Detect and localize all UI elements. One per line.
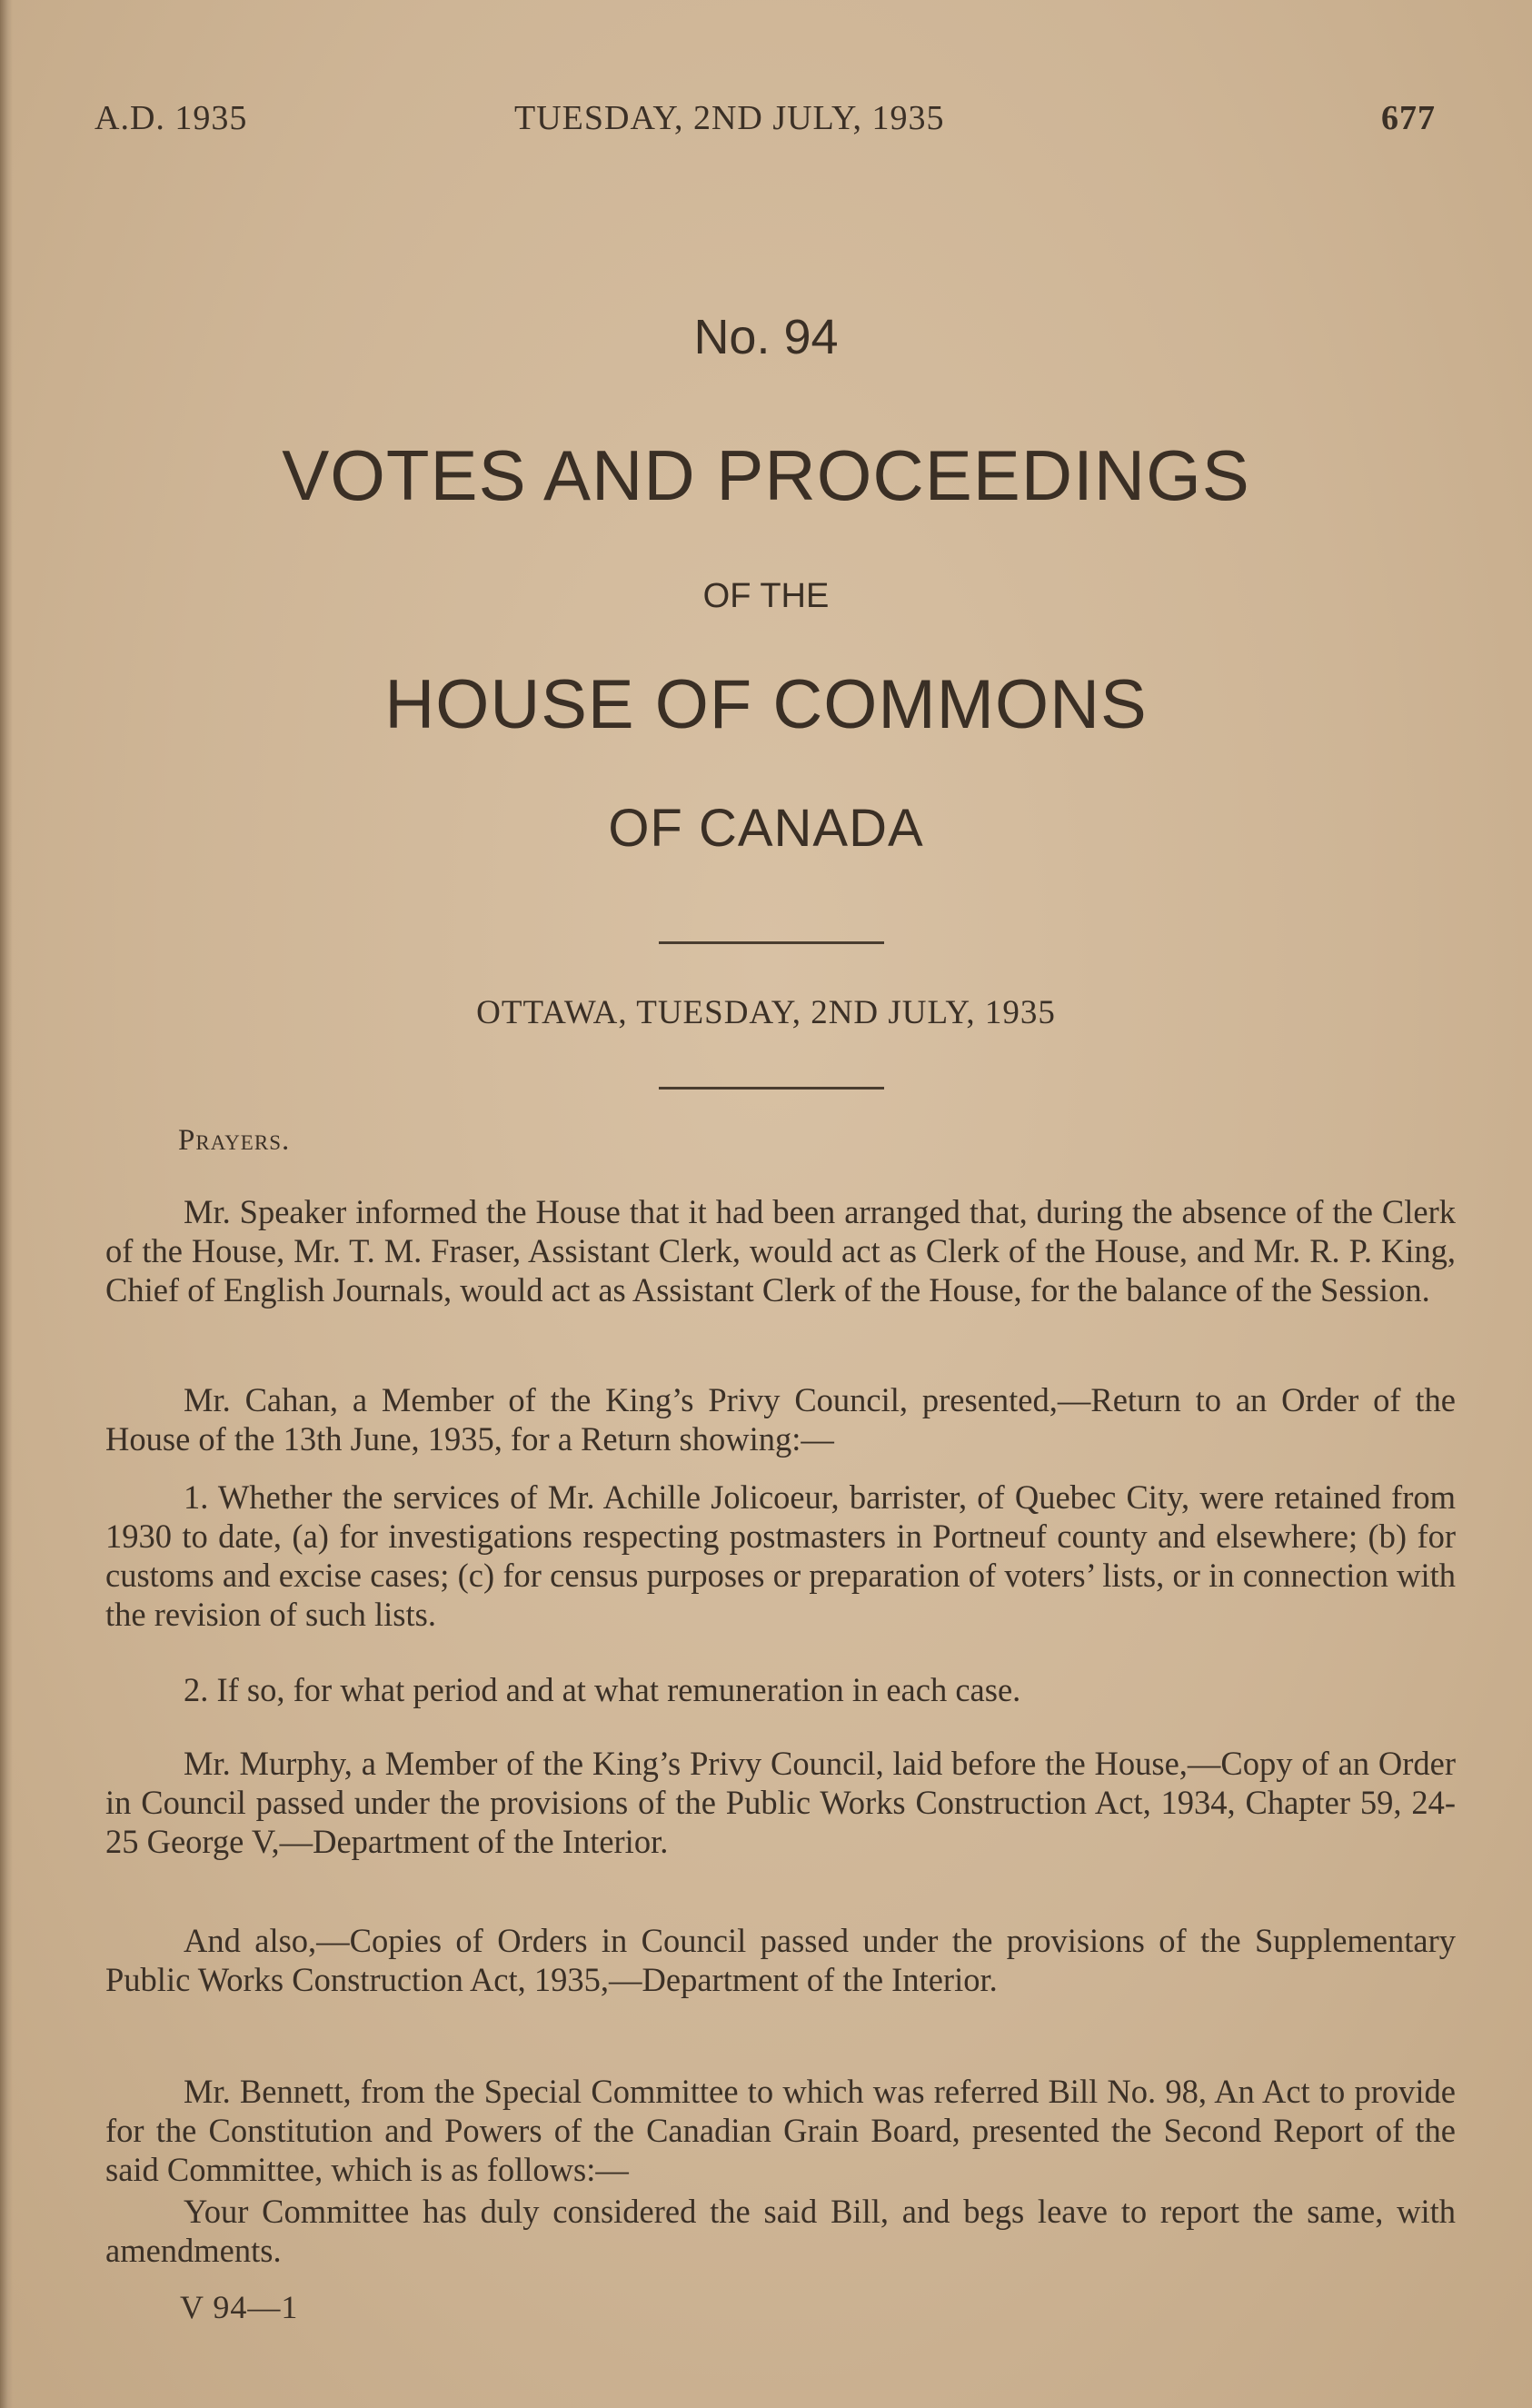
house-name: HOUSE OF COMMONS (384, 666, 1148, 743)
paragraph-committee-report (105, 2192, 1456, 2270)
paragraph-text: Mr. Speaker informed the House that it had been arranged that, during the absence of the Clerk of the House, Mr. T. M. Fraser, Assistant Clerk, would act as Clerk of the House, and Mr. R. P. King, Chief of English Journals, would act as Assistant Clerk of the House, for the balance of the Session. (105, 1193, 1456, 1308)
country-name: OF CANADA (608, 799, 924, 858)
document-title: VOTES AND PROCEEDINGS (282, 435, 1250, 515)
printer-signature: V 94—1 (180, 2289, 299, 2325)
paragraph-text: 2. If so, for what period and at what remuneration in each case. (184, 1671, 1021, 1708)
return-item-1 (105, 1478, 1456, 1634)
running-head-year: A.D. 1935 (95, 99, 248, 137)
return-item-2 (105, 1670, 1456, 1709)
paragraph-text: Mr. Murphy, a Member of the King’s Privy Council, laid before the House,—Copy of an Order in Council passed under the provisions of the Public Works Construction Act, 1934, Chapter 59, 24-25 George V,—Department of the Interior. (105, 1745, 1456, 1860)
divider-rule-bottom (659, 1087, 884, 1090)
paragraph-murphy (105, 1744, 1456, 1861)
page-number: 677 (1381, 99, 1436, 137)
paragraph-speaker (105, 1192, 1456, 1309)
paragraph-text: Your Committee has duly considered the said Bill, and begs leave to report the same, with amendments. (105, 2193, 1456, 2269)
paragraph-text: Mr. Bennett, from the Special Committee to which was referred Bill No. 98, An Act to provide for the Constitution and Powers of the Canadian Grain Board, presented the Second Report of the said Committee, which is as follows:— (105, 2073, 1456, 2188)
running-head-date: TUESDAY, 2ND JULY, 1935 (514, 99, 945, 137)
running-head (0, 98, 1532, 144)
paragraph-cahan (105, 1380, 1456, 1458)
issue-number: No. 94 (693, 310, 839, 364)
divider-rule-top (659, 941, 884, 944)
title-of-the: OF THE (702, 577, 830, 615)
paragraph-text: 1. Whether the services of Mr. Achille Jolicoeur, barrister, of Quebec City, were retained from 1930 to date, (a) for investigations respecting postmasters in Portneuf county and elsewhere; (b) for customs and excise cases; (c) for census purposes or preparation of voters’ lists, or in connection with the revision of such lists. (105, 1478, 1456, 1633)
paragraph-text: And also,—Copies of Orders in Council passed under the provisions of the Supplementary Public Works Construction Act, 1935,—Department of the Interior. (105, 1922, 1456, 1998)
paragraph-and-also (105, 1921, 1456, 1999)
prayers-heading: Prayers. (178, 1124, 291, 1157)
paragraph-bennett (105, 2072, 1456, 2189)
dateline: OTTAWA, TUESDAY, 2ND JULY, 1935 (476, 994, 1056, 1031)
paragraph-text: Mr. Cahan, a Member of the King’s Privy Council, presented,—Return to an Order of the House of the 13th June, 1935, for a Return showing:— (105, 1381, 1456, 1458)
